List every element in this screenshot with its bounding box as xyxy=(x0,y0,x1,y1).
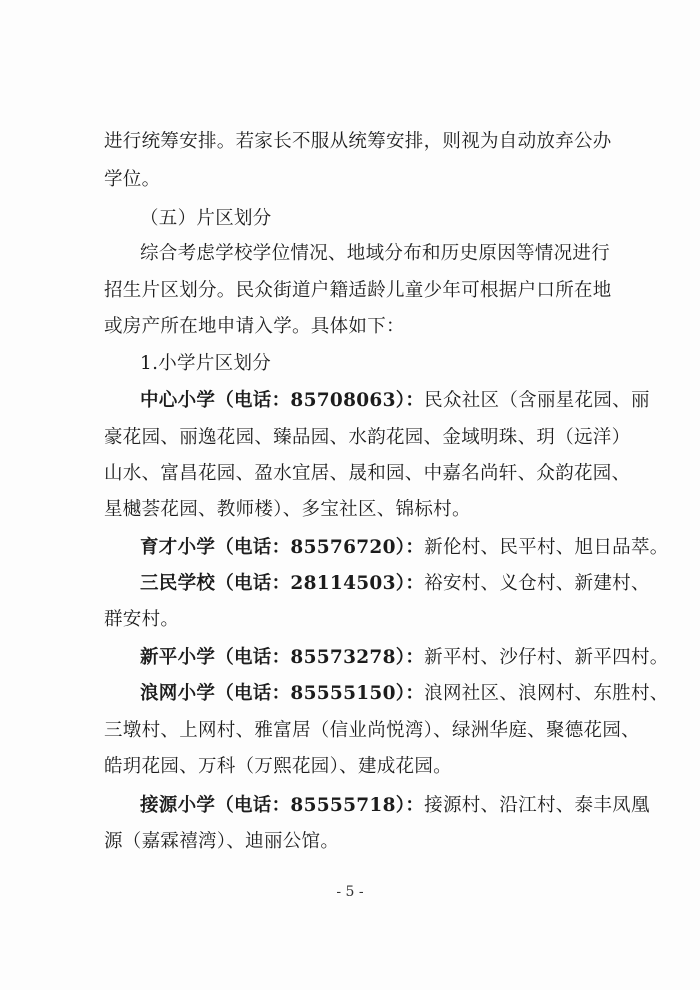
school-entry xyxy=(140,794,650,818)
school-entry xyxy=(140,646,669,670)
school-name: 育才小学（电话：85576720）： xyxy=(140,537,425,558)
school-entry xyxy=(140,572,650,596)
school-entry xyxy=(140,389,650,413)
paragraph-line: 综合考虑学校学位情况、地域分布和历史原因等情况进行 xyxy=(140,243,611,264)
school-name: 接源小学（电话：85555718）： xyxy=(140,795,425,816)
paragraph-line: 进行统筹安排。若家长不服从统筹安排，则视为自动放弃公办 xyxy=(104,131,612,152)
paragraph-line: 学位。 xyxy=(104,169,161,190)
school-area: 民众社区（含丽星花园、丽 xyxy=(424,390,650,411)
school-name: 三民学校（电话：28114503）： xyxy=(140,573,425,594)
school-area: 山水、富昌花园、盈水宜居、晟和园、中嘉名尚轩、众韵花园、 xyxy=(104,463,631,484)
school-area: 接源村、沿江村、泰丰凤凰 xyxy=(424,795,650,816)
section-heading: （五）片区划分 xyxy=(140,208,272,229)
school-area: 星樾荟花园、教师楼）、多宝社区、锦标村。 xyxy=(104,499,471,520)
school-name: 中心小学（电话：85708063）： xyxy=(140,390,425,411)
page-number: - 5 - xyxy=(336,884,364,900)
school-entry xyxy=(140,536,669,560)
school-area: 新平村、沙仔村、新平四村。 xyxy=(424,647,669,668)
subheading: 1.小学片区划分 xyxy=(140,353,272,374)
school-area: 群安村。 xyxy=(104,609,180,630)
school-area: 豪花园、丽逸花园、臻品园、水韵花园、金域明珠、玥（远洋） xyxy=(104,427,631,448)
paragraph-line: 或房产所在地申请入学。具体如下： xyxy=(104,316,405,337)
school-area: 三墩村、上网村、雅富居（信业尚悦湾）、绿洲华庭、聚德花园、 xyxy=(104,720,640,741)
school-area: 皓玥花园、万科（万熙花园）、建成花园。 xyxy=(104,756,452,777)
school-area: 浪网社区、浪网村、东胜村、 xyxy=(424,683,669,704)
school-name: 浪网小学（电话：85555150）： xyxy=(140,683,425,704)
school-area: 裕安村、义仓村、新建村、 xyxy=(424,573,650,594)
school-area: 新伦村、民平村、旭日品萃。 xyxy=(424,537,669,558)
paragraph-line: 招生片区划分。民众街道户籍适龄儿童少年可根据户口所在地 xyxy=(104,280,612,301)
school-name: 新平小学（电话：85573278）： xyxy=(140,647,425,668)
school-area: 源（嘉霖禧湾）、迪丽公馆。 xyxy=(104,831,340,852)
school-entry xyxy=(140,682,669,706)
